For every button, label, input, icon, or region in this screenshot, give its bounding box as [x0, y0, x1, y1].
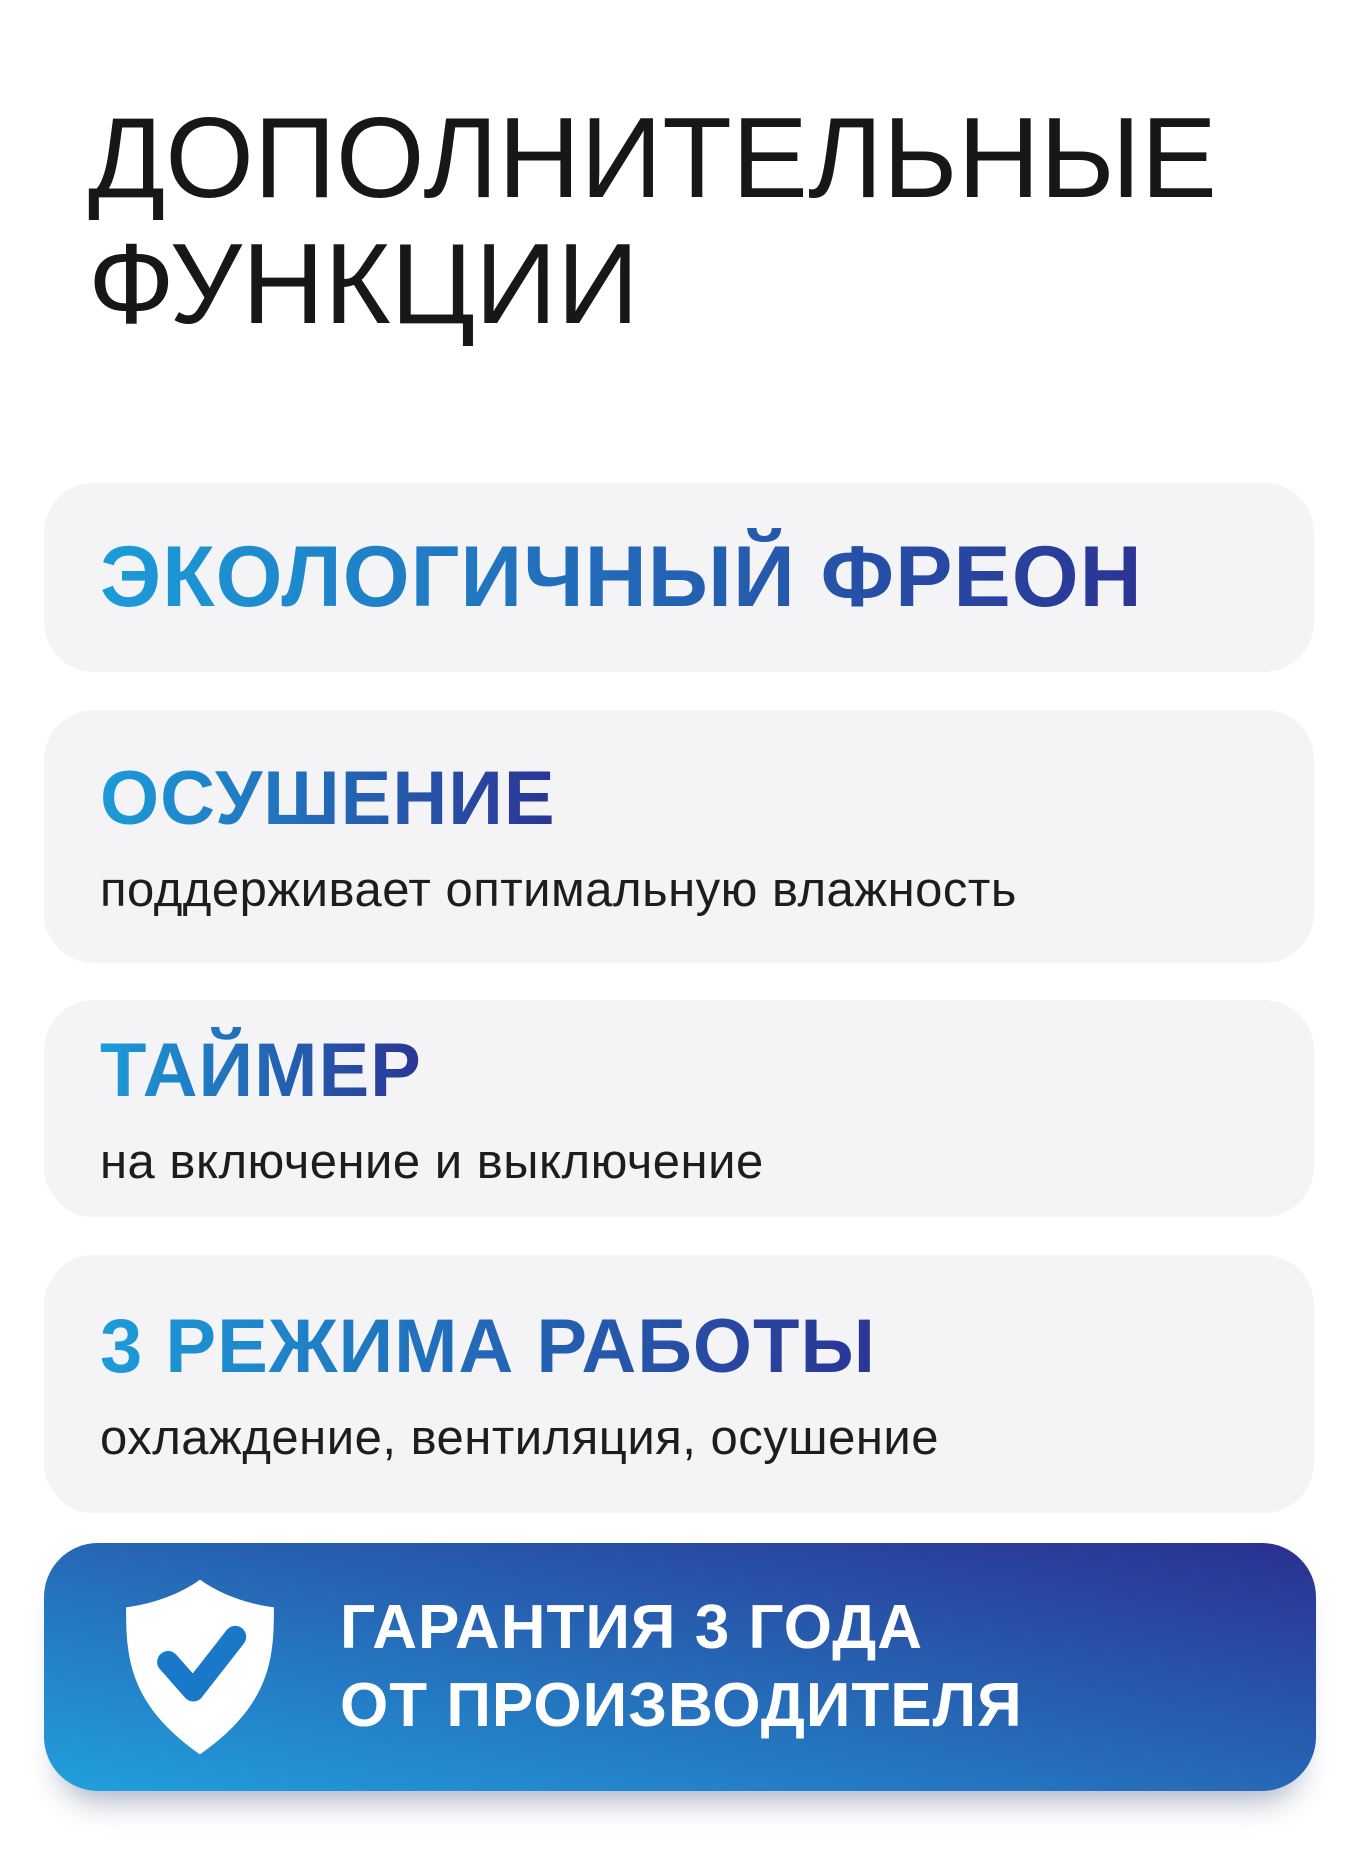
shield-check-icon [116, 1574, 284, 1760]
page-title-line2: ФУНКЦИИ [88, 221, 639, 348]
warranty-text [340, 1589, 1023, 1745]
warranty-banner [44, 1543, 1316, 1791]
feature-title: 3 РЕЖИМА РАБОТЫ [100, 1303, 876, 1389]
feature-title: ОСУШЕНИЕ [100, 756, 556, 841]
feature-subtitle: поддерживает оптимальную влажность [100, 863, 1017, 917]
page-title [88, 96, 1217, 348]
warranty-line2: ОТ ПРОИЗВОДИТЕЛЯ [340, 1671, 1023, 1740]
warranty-line1: ГАРАНТИЯ 3 ГОДА [340, 1593, 924, 1662]
feature-card-modes [44, 1255, 1314, 1513]
feature-card-eco-freon [44, 483, 1314, 672]
feature-card-dehumidification [44, 710, 1314, 963]
feature-title: ЭКОЛОГИЧНЫЙ ФРЕОН [100, 529, 1143, 625]
feature-title: ТАЙМЕР [100, 1028, 422, 1113]
feature-subtitle: на включение и выключение [100, 1135, 764, 1189]
feature-card-timer [44, 1000, 1314, 1217]
feature-subtitle: охлаждение, вентиляция, осушение [100, 1410, 939, 1465]
page-title-line1: ДОПОЛНИТЕЛЬНЫЕ [88, 95, 1217, 222]
